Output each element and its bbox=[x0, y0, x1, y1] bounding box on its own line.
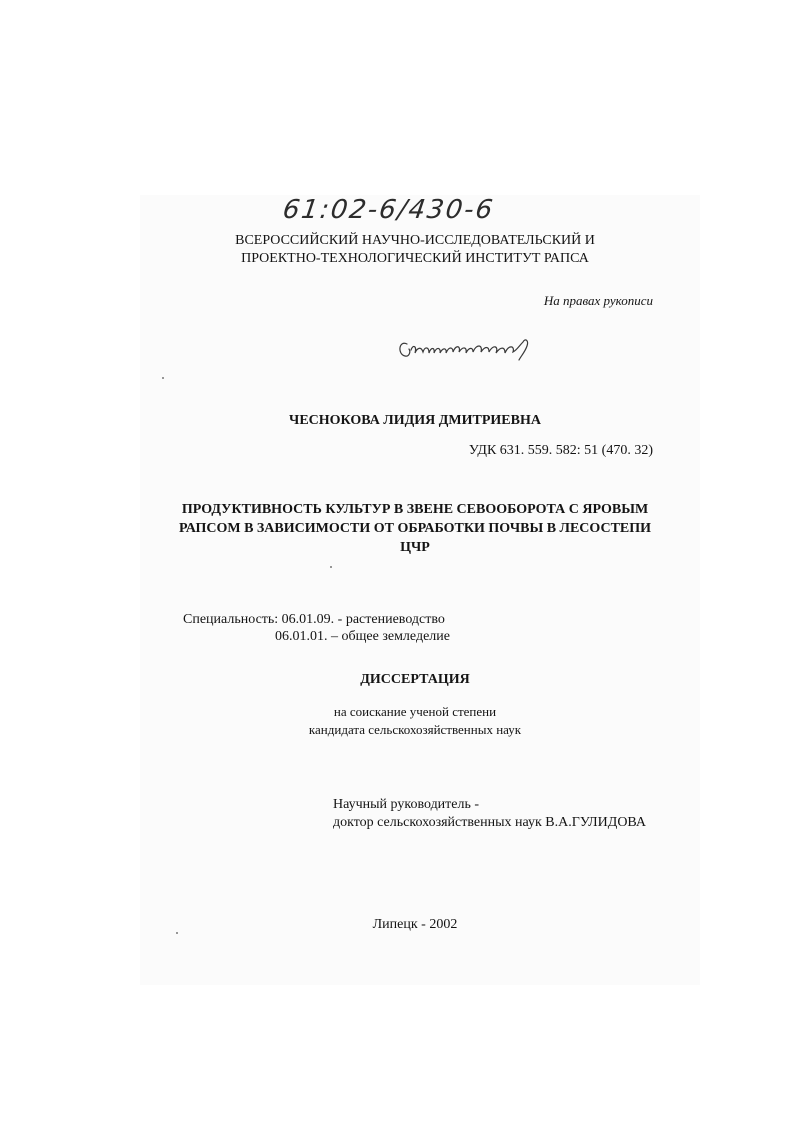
speciality-line-2: 06.01.01. – общее земледелие bbox=[275, 629, 450, 644]
institute-line-2: ПРОЕКТНО-ТЕХНОЛОГИЧЕСКИЙ ИНСТИТУТ РАПСА bbox=[241, 251, 589, 266]
degree-description bbox=[170, 703, 660, 739]
handwritten-signature bbox=[393, 320, 553, 370]
title-line-2: РАПСОМ В ЗАВИСИМОСТИ ОТ ОБРАБОТКИ ПОЧВЫ В ЛЕСОСТЕПИ bbox=[178, 521, 652, 536]
institute-line-1: ВСЕРОССИЙСКИЙ НАУЧНО-ИССЛЕДОВАТЕЛЬСКИЙ И bbox=[235, 233, 595, 248]
institute-name bbox=[170, 232, 660, 268]
degree-line-2: кандидата сельскохозяйственных наук bbox=[308, 722, 522, 737]
supervisor-block bbox=[333, 796, 646, 832]
scanned-sheet bbox=[140, 195, 700, 985]
scan-speck bbox=[330, 566, 332, 568]
dissertation-title bbox=[170, 500, 660, 557]
title-line-1: ПРОДУКТИВНОСТЬ КУЛЬТУР В ЗВЕНЕ СЕВООБОРОТА С ЯРОВЫМ bbox=[181, 502, 649, 517]
scan-speck bbox=[162, 377, 164, 379]
degree-line-1: на соискание ученой степени bbox=[333, 704, 497, 719]
speciality-line-1: Специальность: 06.01.09. - растениеводство bbox=[183, 612, 445, 627]
rights-notice: На правах рукописи bbox=[543, 293, 653, 308]
scan-speck bbox=[176, 932, 178, 934]
city-year: Липецк - 2002 bbox=[372, 917, 458, 932]
supervisor-line-1: Научный руководитель - bbox=[333, 797, 480, 812]
udk-code: УДК 631. 559. 582: 51 (470. 32) bbox=[468, 443, 653, 458]
archive-number-handwritten: 61:02-6/430-6 bbox=[280, 195, 497, 225]
supervisor-line-2: доктор сельскохозяйственных наук В.А.ГУЛИДОВА bbox=[333, 815, 646, 830]
document-type: ДИССЕРТАЦИЯ bbox=[360, 672, 470, 687]
author-name: ЧЕСНОКОВА ЛИДИЯ ДМИТРИЕВНА bbox=[289, 413, 541, 428]
title-line-3: ЦЧР bbox=[400, 540, 430, 555]
